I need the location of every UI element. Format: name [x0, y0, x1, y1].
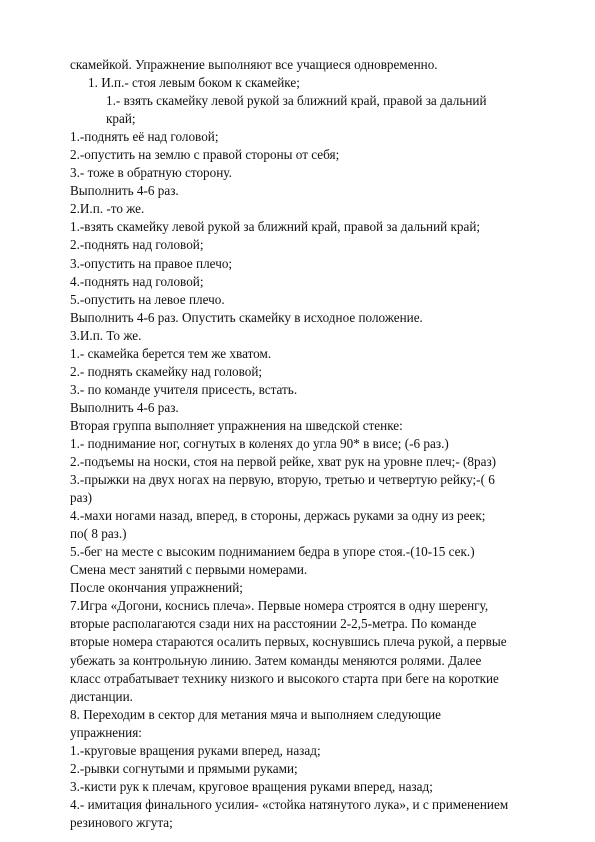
- text-line: 3.- тоже в обратную сторону.: [70, 165, 232, 181]
- text-line: вторые номера стараются осалить первых, коснувшись плеча рукой, а первые: [70, 634, 507, 650]
- text-line: 7.Игра «Догони, коснись плеча». Первые номера строятся в одну шеренгу,: [70, 598, 489, 614]
- text-line: 2.-рывки согнутыми и прямыми руками;: [70, 760, 298, 776]
- text-line: 1.- взять скамейку левой рукой за ближний край, правой за дальний: [106, 93, 487, 109]
- text-line: вторые располагаются сзади них на расстоянии 2-2,5-метра. По команде: [70, 616, 477, 632]
- text-line: упражнения:: [70, 724, 142, 740]
- text-line: 3.-опустить на правое плечо;: [70, 255, 233, 271]
- text-line: 2.- поднять скамейку над головой;: [70, 363, 263, 379]
- text-line: 1. И.п.- стоя левым боком к скамейке;: [88, 75, 300, 91]
- text-line: 5.-бег на месте с высоким подниманием бедра в упоре стоя.-(10-15 сек.): [70, 544, 475, 560]
- text-line: резинового жгута;: [70, 814, 173, 830]
- text-line: скамейкой. Упражнение выполняют все учащиеся одновременно.: [70, 57, 438, 72]
- text-line: край;: [106, 111, 136, 127]
- text-line: 2.-поднять над головой;: [70, 237, 204, 253]
- text-line: 3.И.п. То же.: [70, 327, 142, 343]
- text-line: убежать за контрольную линию. Затем команды меняются ролями. Далее: [70, 652, 482, 668]
- text-line: Выполнить 4-6 раз.: [70, 399, 179, 415]
- text-line: 1.-взять скамейку левой рукой за ближний край, правой за дальний край;: [70, 219, 481, 235]
- text-line: 3.-прыжки на двух ногах на первую, вторую, третью и четвертую рейку;-( 6: [70, 472, 495, 488]
- text-line: дистанции.: [70, 688, 133, 704]
- text-line: 4.-поднять над головой;: [70, 273, 204, 289]
- text-line: 1.- скамейка берется тем же хватом.: [70, 345, 272, 361]
- text-line: 1.-круговые вращения руками вперед, назад;: [70, 742, 321, 758]
- text-line: 2.-опустить на землю с правой стороны от себя;: [70, 147, 340, 163]
- text-line: Выполнить 4-6 раз. Опустить скамейку в исходное положение.: [70, 309, 423, 325]
- text-line: 4.-махи ногами назад, вперед, в стороны, держась руками за одну из реек;: [70, 508, 486, 524]
- text-line: 5.-опустить на левое плечо.: [70, 291, 225, 307]
- text-line: 1.- поднимание ног, согнутых в коленях до угла 90* в висе; (-6 раз.): [70, 435, 449, 451]
- text-line: 1.-поднять её над головой;: [70, 129, 219, 145]
- text-line: Выполнить 4-6 раз.: [70, 183, 179, 199]
- text-line: Вторая группа выполняет упражнения на шведской стенке:: [70, 417, 403, 433]
- text-line: После окончания упражнений;: [70, 580, 243, 596]
- text-line: 2.И.п. -то же.: [70, 201, 145, 217]
- text-line: класс отрабатывает технику низкого и высокого старта при беге на короткие: [70, 670, 499, 686]
- text-line: 8. Переходим в сектор для метания мяча и выполняем следующие: [70, 706, 442, 722]
- text-line: по( 8 раз.): [70, 526, 127, 542]
- text-line: 2.-подъемы на носки, стоя на первой рейке, хват рук на уровне плеч;- (8раз): [70, 454, 497, 470]
- text-line: раз): [70, 490, 93, 506]
- text-line: 4.- имитация финального усилия- «стойка натянутого лука», и с применением: [70, 796, 509, 812]
- text-line: 3.-кисти рук к плечам, круговое вращения руками вперед, назад;: [70, 778, 433, 794]
- text-line: Смена мест занятий с первыми номерами.: [70, 562, 308, 578]
- text-line: 3.- по команде учителя присесть, встать.: [70, 381, 298, 397]
